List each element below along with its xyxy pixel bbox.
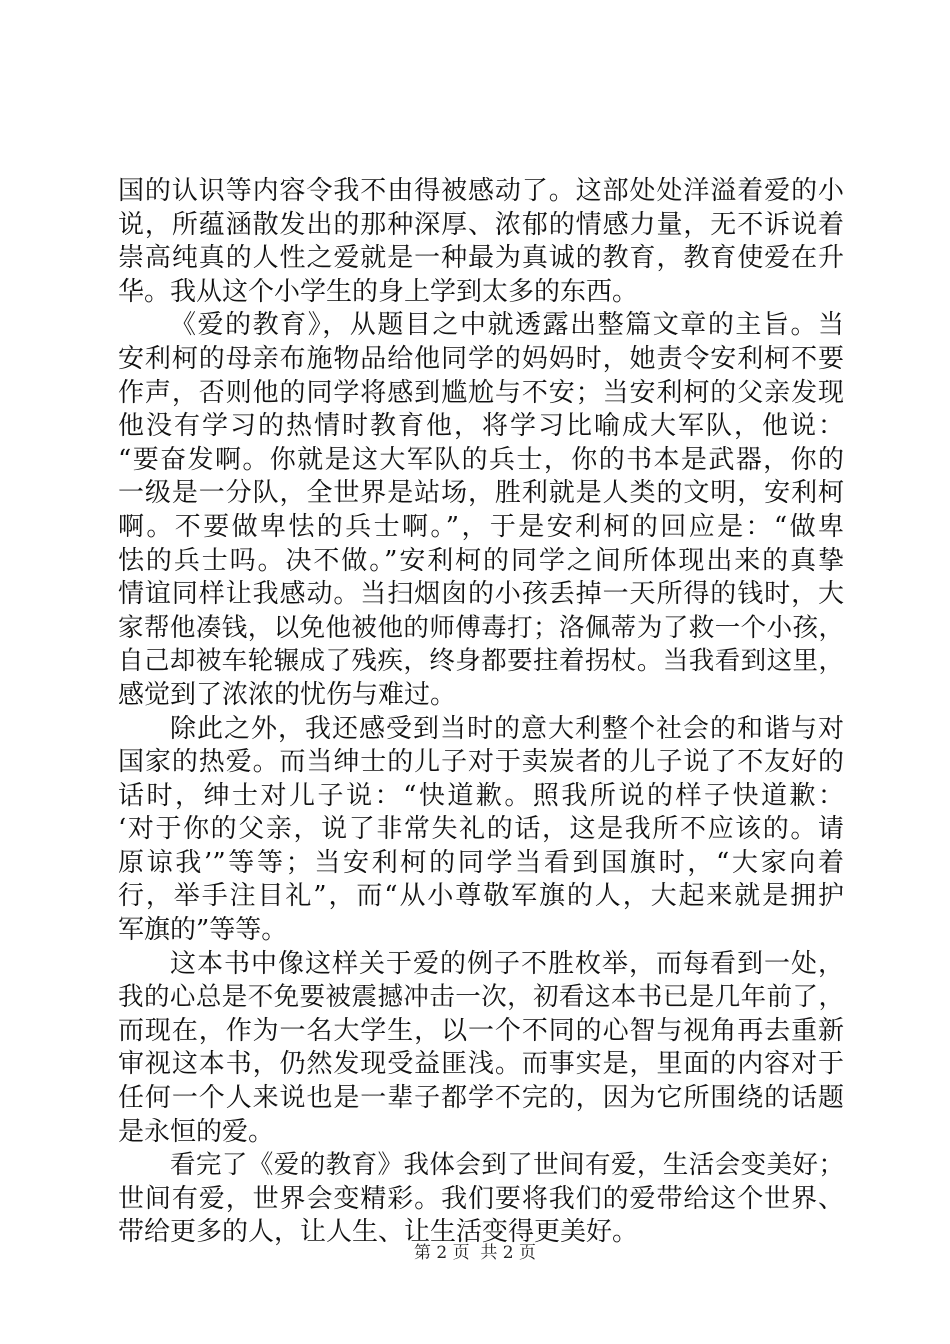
text-line: 《爱的教育》，从题目之中就透露出整篇文章的主旨。当 [170, 310, 844, 341]
essay-body [118, 175, 844, 1250]
text-line: “要奋发啊。你就是这大军队的兵士，你的书本是武器，你的 [118, 444, 844, 475]
text-line: 我的心总是不免要被震撼冲击一次，初看这本书已是几年前了， [118, 982, 844, 1013]
text-line: 国家的热爱。而当绅士的儿子对于卖炭者的儿子说了不友好的 [118, 747, 844, 778]
text-line: 看完了《爱的教育》我体会到了世间有爱，生活会变美好； [170, 1150, 844, 1181]
text-line: 原谅我’”等等；当安利柯的同学当看到国旗时，“大家向着 [118, 847, 844, 878]
text-line: 作声，否则他的同学将感到尴尬与不安；当安利柯的父亲发现 [118, 377, 844, 408]
text-line: 说，所蕴涵散发出的那种深厚、浓郁的情感力量，无不诉说着 [118, 209, 844, 240]
text-line: 除此之外，我还感受到当时的意大利整个社会的和谐与对 [170, 713, 844, 744]
text-line: 军旗的”等等。 [118, 915, 288, 946]
text-line: 行，举手注目礼”，而“从小尊敬军旗的人，大起来就是拥护 [118, 881, 844, 912]
text-line: 家帮他凑钱，以免他被他的师傅毒打；洛佩蒂为了救一个小孩， [118, 612, 844, 643]
text-line: 安利柯的母亲布施物品给他同学的妈妈时，她责令安利柯不要 [118, 343, 844, 374]
text-line: 崇高纯真的人性之爱就是一种最为真诚的教育，教育使爱在升 [118, 243, 844, 274]
text-line: ‘对于你的父亲，说了非常失礼的话，这是我所不应该的。请 [118, 814, 844, 845]
text-line: 国的认识等内容令我不由得被感动了。这部处处洋溢着爱的小 [118, 176, 844, 206]
text-line: 华。我从这个小学生的身上学到太多的东西。 [118, 276, 639, 307]
text-line: 他没有学习的热情时教育他，将学习比喻成大军队，他说： [118, 411, 844, 442]
text-line: 任何一个人来说也是一辈子都学不完的，因为它所围绕的话题 [118, 1083, 844, 1114]
text-line: 自己却被车轮辗成了残疾，终身都要拄着拐杖。当我看到这里， [118, 646, 844, 677]
text-line: 情谊同样让我感动。当扫烟囱的小孩丢掉一天所得的钱时，大 [118, 579, 844, 610]
text-line: 审视这本书，仍然发现受益匪浅。而事实是，里面的内容对于 [118, 1049, 844, 1080]
text-line: 世间有爱，世界会变精彩。我们要将我们的爱带给这个世界、 [118, 1183, 844, 1214]
text-line: 而现在，作为一名大学生，以一个不同的心智与视角再去重新 [118, 1015, 844, 1046]
text-line: 一级是一分队，全世界是站场，胜利就是人类的文明，安利柯 [118, 478, 844, 509]
text-line: 话时，绅士对儿子说：“快道歉。照我所说的样子快道歉： [118, 780, 844, 811]
text-line: 感觉到了浓浓的忧伤与难过。 [118, 679, 457, 710]
text-line: 带给更多的人，让人生、让生活变得更美好。 [118, 1217, 639, 1248]
text-line: 是永恒的爱。 [118, 1116, 275, 1147]
page-number-footer: 第 2 页 共 2 页 [413, 1243, 537, 1263]
text-line: 怯的兵士吗。决不做。”安利柯的同学之间所体现出来的真挚 [118, 545, 844, 576]
text-line: 啊。不要做卑怯的兵士啊。”，于是安利柯的回应是：“做卑 [118, 511, 844, 542]
text-line: 这本书中像这样关于爱的例子不胜枚举，而每看到一处， [170, 948, 844, 979]
